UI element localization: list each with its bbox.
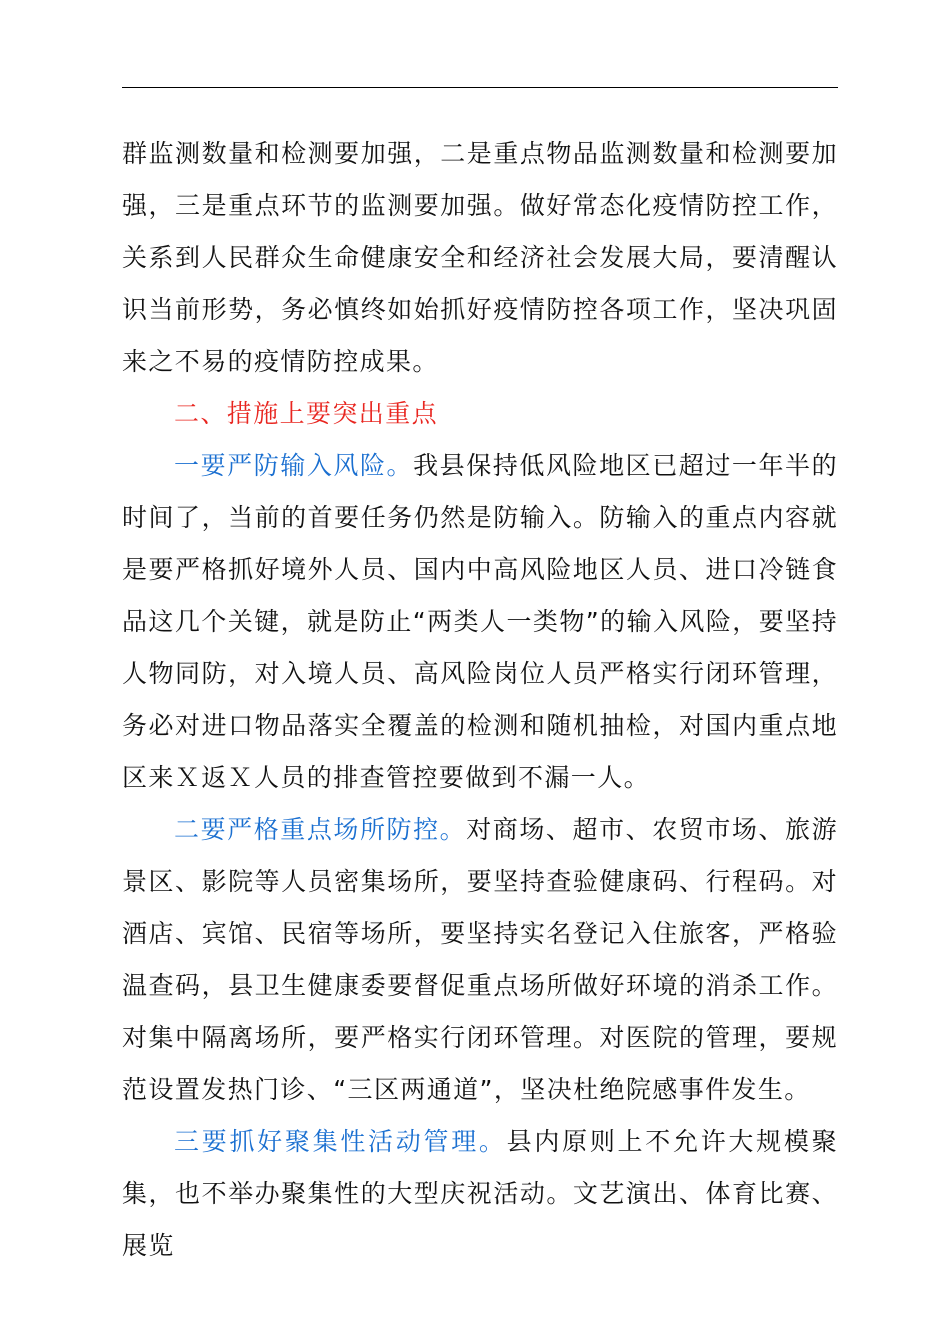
measure-paragraph-2	[122, 804, 838, 1116]
measure-paragraph-3	[122, 1116, 838, 1272]
measure-text-3: 县内原则上不允许大规模聚集，也不举办聚集性的大型庆祝活动。文艺演出、体育比赛、展览	[122, 1127, 838, 1260]
measure-paragraph-1	[122, 440, 838, 804]
measure-lead-2: 二要严格重点场所防控。	[174, 815, 467, 844]
document-body	[122, 128, 838, 1272]
measure-text-1: 我县保持低风险地区已超过一年半的时间了，当前的首要任务仍然是防输入。防输入的重点内容就是要严格抓好境外人员、国内中高风险地区人员、进口冷链食品这几个关键，就是防止“两类人一类物”的输入风险，要坚持人物同防，对入境人员、高风险岗位人员严格实行闭环管理，务必对进口物品落实全覆盖的检测和随机抽检，对国内重点地区来Ｘ返Ｘ人员的排查管控要做到不漏一人。	[122, 451, 839, 792]
measure-lead-1: 一要严防输入风险。	[174, 451, 414, 480]
measure-text-2: 对商场、超市、农贸市场、旅游景区、影院等人员密集场所，要坚持查验健康码、行程码。对酒店、宾馆、民宿等场所，要坚持实名登记入住旅客，严格验温查码，县卫生健康委要督促重点场所做好环境的消杀工作。对集中隔离场所，要严格实行闭环管理。对医院的管理，要规范设置发热门诊、“三区两通道”，坚决杜绝院感事件发生。	[122, 815, 838, 1104]
measure-lead-3: 三要抓好聚集性活动管理。	[174, 1127, 507, 1156]
header-rule	[122, 87, 838, 88]
continuation-paragraph: 群监测数量和检测要加强，二是重点物品监测数量和检测要加强，三是重点环节的监测要加强。做好常态化疫情防控工作，关系到人民群众生命健康安全和经济社会发展大局，要清醒认识当前形势，务必慎终如始抓好疫情防控各项工作，坚决巩固来之不易的疫情防控成果。	[122, 139, 838, 376]
section-heading: 二、措施上要突出重点	[174, 399, 439, 428]
